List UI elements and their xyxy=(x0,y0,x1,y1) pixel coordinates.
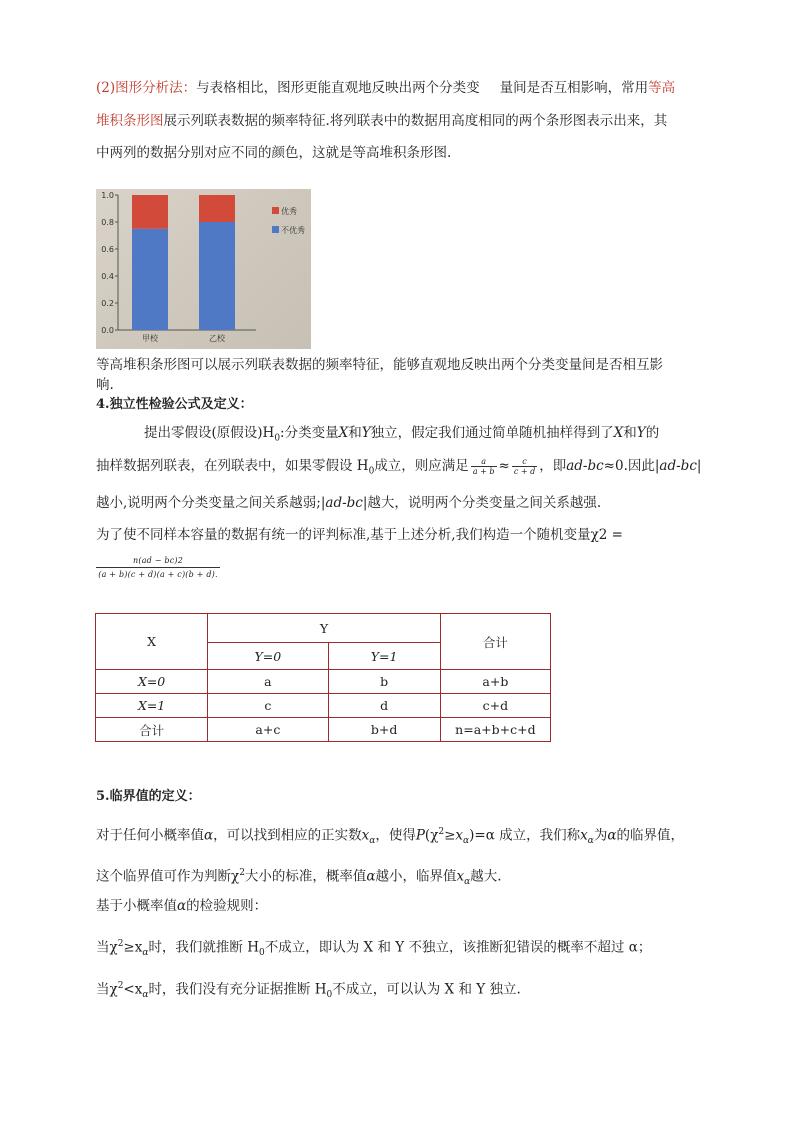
y-tick-label: 0.8 xyxy=(101,218,114,227)
section5-line1 xyxy=(96,822,684,851)
contingency-table xyxy=(95,613,551,742)
s4-h0-sub2: 0 xyxy=(368,466,375,477)
formula-numerator: n(ad − bc)2 xyxy=(96,556,220,568)
table-row xyxy=(96,670,551,694)
section4-line1 xyxy=(144,423,659,449)
s5-P: P xyxy=(415,827,425,844)
s4-ad-bc3: ad-bc xyxy=(325,495,363,511)
s5-sq2: 2 xyxy=(239,868,245,878)
legend-label: 优秀 xyxy=(281,207,297,216)
table-header-x: X xyxy=(96,614,208,670)
s5-l2-c: 越小，临界值 xyxy=(375,868,457,885)
s4-ad-bc: ad-bc xyxy=(566,458,604,474)
s5-l5-d: 不成立，可以认为 X 和 Y 独立. xyxy=(332,981,521,998)
legend-swatch xyxy=(272,226,279,233)
y-tick-label: 0.2 xyxy=(101,299,114,308)
stacked-bar-chart xyxy=(96,189,311,349)
s4-l3-a: 越小,说明两个分类变量之间关系越弱;| xyxy=(96,495,326,511)
s5-alpha4: α xyxy=(177,898,187,914)
s4-var-y: Y xyxy=(361,425,371,441)
s5-ge: ≥x xyxy=(444,827,464,844)
table-cell: b+d xyxy=(328,718,440,742)
s5-alpha-sub4: α xyxy=(464,877,471,888)
s5-alpha3: α xyxy=(366,868,376,885)
chart-caption-line1: 等高堆积条形图可以展示列联表数据的频率特征，能够直观地反映出两个分类变量间是否相互影 xyxy=(96,357,663,373)
chart-caption-line2: 响. xyxy=(96,377,114,393)
chi-square-formula xyxy=(96,556,220,579)
bar-segment xyxy=(199,222,235,330)
table-row-label: 合计 xyxy=(96,718,208,742)
legend-label: 不优秀 xyxy=(281,226,305,235)
table-cell: n=a+b+c+d xyxy=(440,718,550,742)
s5-l3: 基于小概率值 xyxy=(96,898,177,914)
table-cell: a+b xyxy=(440,670,550,694)
legend-swatch xyxy=(272,207,279,214)
s5-l5-b: <x xyxy=(123,981,143,998)
s5-l2-b: 大小的标准，概率值 xyxy=(244,868,367,885)
s5-alpha2: α xyxy=(607,827,617,844)
graph-method-text-b: 量间是否互相影响，常用 xyxy=(499,80,649,96)
s5-l1-c: ，使得 xyxy=(375,827,416,844)
table-cell: a xyxy=(208,670,328,694)
s5-alpha: α xyxy=(204,827,214,844)
s5-l1-b: ，可以找到相应的正实数 xyxy=(213,827,362,844)
bar-segment xyxy=(132,195,168,229)
s5-h0-sub2: 0 xyxy=(326,990,333,1001)
table-header-y: Y xyxy=(208,614,441,643)
graph-method-label: (2)图形分析法： xyxy=(96,80,197,96)
s4-var-y2: Y xyxy=(636,425,646,441)
graph-method-line3: 中两列的数据分别对应不同的颜色，这就是等高堆积条形图. xyxy=(96,145,452,161)
s4-h0-sub: 0 xyxy=(274,433,281,444)
table-header-total: 合计 xyxy=(440,614,550,670)
s5-l3-b: 的检验规则： xyxy=(186,898,268,914)
bar-segment xyxy=(199,195,235,222)
x-tick-label: 乙校 xyxy=(209,334,225,343)
s5-sq4: 2 xyxy=(117,981,124,991)
s5-l2-a: 这个临界值可作为判断 xyxy=(96,868,231,885)
s5-l4-d: 不成立，即认为 X 和 Y 不独立，该推断犯错误的概率不超过 α； xyxy=(264,939,652,956)
s5-l1-d: (χ xyxy=(424,827,439,844)
s5-l1-f: 为 xyxy=(593,827,608,844)
section4-line3 xyxy=(96,493,601,513)
bar-segment xyxy=(132,229,168,330)
fraction-a-over-ab: $\frac{a}{a + b}$ xyxy=(472,457,495,476)
section5-line3 xyxy=(96,896,267,916)
table-cell: b xyxy=(328,670,440,694)
s4-he: 和 xyxy=(348,425,362,441)
formula-denominator: (a + b)(c + d)(a + c)(b + d). xyxy=(98,570,218,579)
table-header-y1: Y=1 xyxy=(328,643,440,670)
graph-method-line2 xyxy=(96,111,667,131)
table-row xyxy=(96,718,551,742)
table-row-label: X=1 xyxy=(96,694,208,718)
s5-h0-sub: 0 xyxy=(259,948,265,959)
s4-l1-d: 的 xyxy=(645,425,660,441)
section5-line5 xyxy=(96,976,521,1005)
s5-l5-a: 当 xyxy=(96,981,110,998)
s5-chi3: χ xyxy=(109,981,118,998)
s5-alpha-sub5: α xyxy=(142,948,149,959)
s5-x3: x xyxy=(456,868,465,885)
table-cell: d xyxy=(328,694,440,718)
table-row-label: X=0 xyxy=(96,670,208,694)
s5-l4-b: ≥x xyxy=(123,939,143,956)
term-link-2[interactable]: 堆积条形图 xyxy=(96,113,164,129)
s4-var-x2: X xyxy=(613,425,624,441)
s5-chi: χ xyxy=(231,868,240,885)
section4-line4: 为了使不同样本容量的数据有统一的评判标准,基于上述分析,我们构造一个随机变量χ2 = xyxy=(96,527,623,543)
graph-method-line2-rest: 展示列联表数据的频率特征.将列联表中的数据用高度相同的两个条形图表示出来，其 xyxy=(163,113,668,129)
approx-sign: ≈ xyxy=(498,458,510,474)
term-link-1[interactable]: 等高 xyxy=(648,80,676,96)
s4-var-x: X xyxy=(338,425,349,441)
section4-line2 xyxy=(96,456,701,482)
y-tick-label: 1.0 xyxy=(101,191,114,200)
section5-heading: 5.临界值的定义： xyxy=(96,789,201,804)
table-row xyxy=(96,694,551,718)
fraction-c-over-cd: $\frac{c}{c + d}$ xyxy=(513,457,536,476)
s5-alpha-sub6: α xyxy=(142,990,149,1001)
graph-method-text-a: 与表格相比，图形更能直观地反映出两个分类变 xyxy=(196,80,480,96)
section5-line4 xyxy=(96,934,651,963)
s5-x: x xyxy=(361,827,370,844)
y-tick-label: 0.6 xyxy=(101,245,114,254)
y-tick-label: 0.4 xyxy=(101,272,114,281)
s4-l2-a: 抽样数据列联表，在列联表中，如果零假设 H xyxy=(96,458,369,474)
s5-alpha-sub3: α xyxy=(587,836,594,847)
s5-alpha-sub: α xyxy=(369,836,376,847)
s4-l3-b: |越大，说明两个分类变量之间关系越强. xyxy=(362,495,602,511)
s4-l2-e: ≈0.因此| xyxy=(603,458,660,474)
section5-line2 xyxy=(96,863,502,892)
s4-l2-c: ，即 xyxy=(539,458,567,474)
s5-l1-e: )=α 成立，我们称 xyxy=(469,827,581,844)
s5-l4-a: 当 xyxy=(96,939,110,956)
stacked-bar-chart-photo xyxy=(96,189,311,349)
s4-he2: 和 xyxy=(623,425,637,441)
s4-l1-c: 独立，假定我们通过简单随机抽样得到了 xyxy=(370,425,614,441)
s4-l2-b: 成立，则应满足 xyxy=(374,458,469,474)
table-header-y0: Y=0 xyxy=(208,643,328,670)
s5-l2-d: 越大. xyxy=(470,868,502,885)
s4-l1-b: :分类变量 xyxy=(280,425,339,441)
table-cell: c+d xyxy=(440,694,550,718)
s5-alpha-sub2: α xyxy=(463,836,470,847)
table-cell: c xyxy=(208,694,328,718)
s4-l2-f: | xyxy=(696,458,702,474)
s4-ad-bc2: ad-bc xyxy=(659,458,697,474)
s5-l1-a: 对于任何小概率值 xyxy=(96,827,204,844)
s5-chi2: χ xyxy=(109,939,118,956)
s4-l1-a: 提出零假设(原假设)H xyxy=(144,425,275,441)
s5-l1-g: 的临界值， xyxy=(616,827,684,844)
x-tick-label: 甲校 xyxy=(142,334,158,343)
section4-heading: 4.独立性检验公式及定义： xyxy=(96,397,253,412)
graph-method-line1 xyxy=(96,78,675,98)
s5-l5-c: 时，我们没有充分证据推断 H xyxy=(148,981,327,998)
s5-x2: x xyxy=(580,827,588,844)
s5-sq: 2 xyxy=(438,827,445,837)
s5-l4-c: 时，我们就推断 H xyxy=(148,939,260,956)
s5-sq3: 2 xyxy=(117,939,124,949)
table-cell: a+c xyxy=(208,718,328,742)
y-tick-label: 0.0 xyxy=(101,326,114,335)
